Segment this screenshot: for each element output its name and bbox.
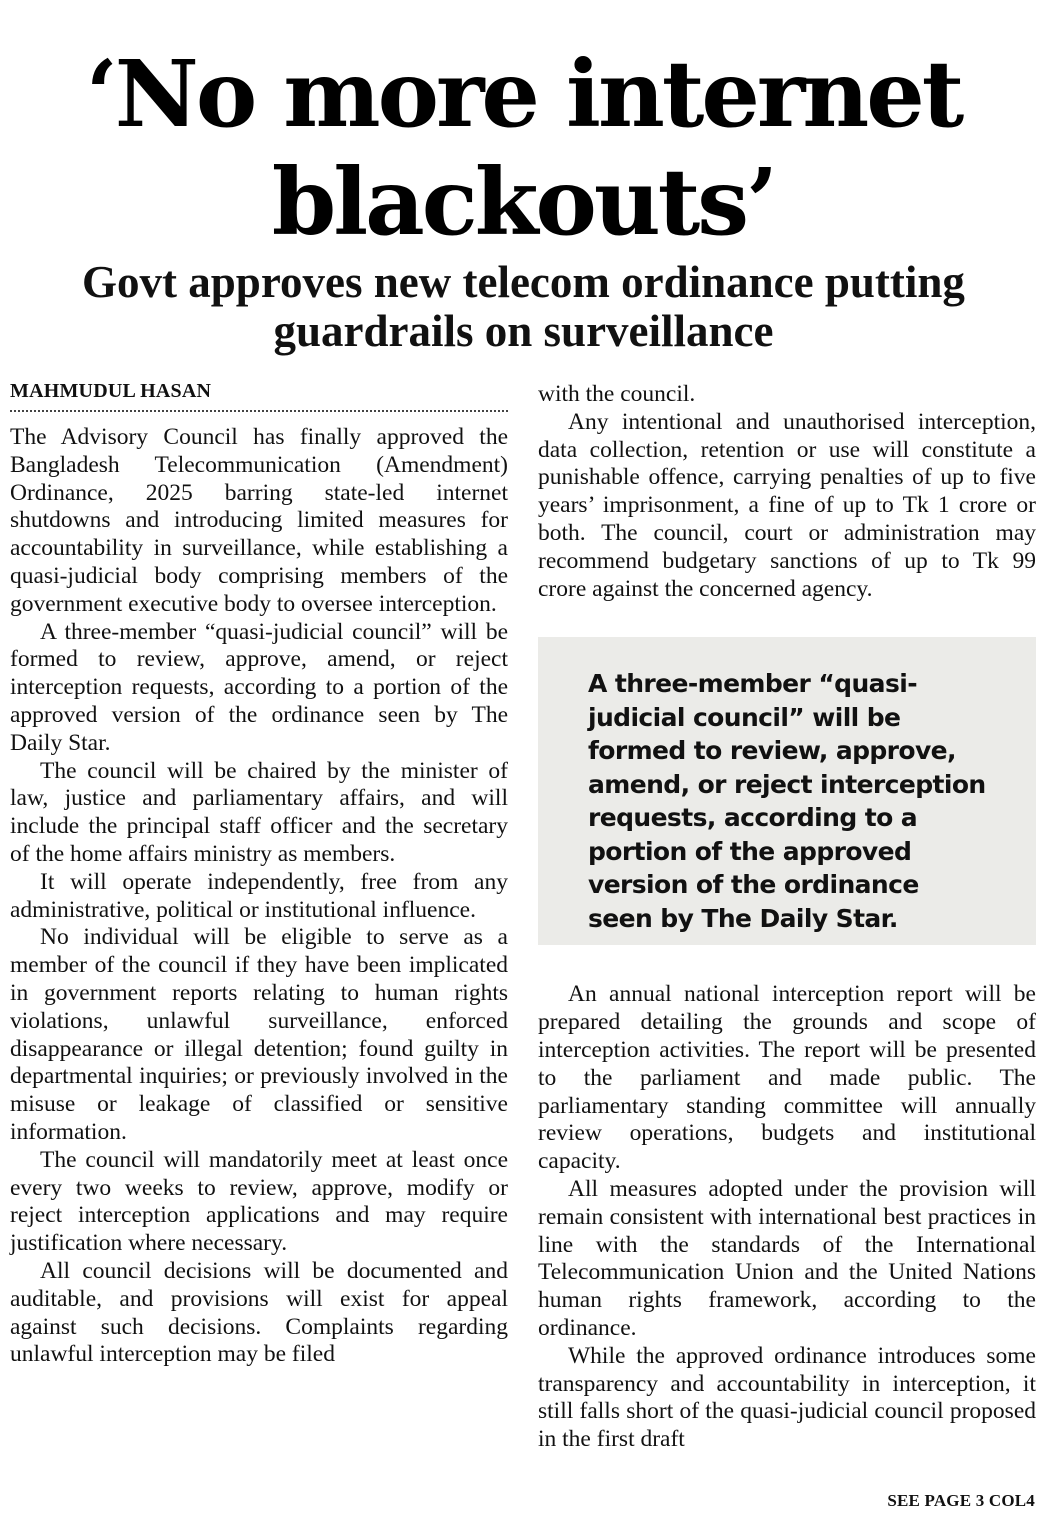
paragraph: Any intentional and unauthorised interception, data collection, retention or use will constitute a punishable offence, carrying penalties of up to five years’ imprisonment, a fine of up to Tk 1 crore or both. The council, court or administration may recommend budgetary sanctions of up to Tk 99 crore against the concerned agency. [538,408,1036,602]
paragraph: An annual national interception report will be prepared detailing the grounds and scope of interception activities. The report will be presented to the parliament and made public. The parliamentary standing committee will annually review operations, budgets and institutional capacity. [538,981,1036,1175]
paragraph: The council will mandatorily meet at least once every two weeks to review, approve, modify or reject interception applications and may require justification where necessary. [10,1146,508,1257]
paragraph: All measures adopted under the provision will remain consistent with international best practices in line with the standards of the International Telecommunication Union and the United Nations human rights framework, according to the ordinance. [538,1175,1036,1341]
paragraph: with the council. [538,381,696,407]
headline [0,40,1047,256]
pull-quote: A three-member “quasi-judicial council” will be formed to review, approve, amend, or reject interception requests, according to a portion of the approved version of the ordinance seen by The Daily Star. [538,637,1036,945]
paragraph: It will operate independently, free from any administrative, political or institutional influence. [10,868,508,923]
subheadline [0,258,1047,356]
paragraph: The Advisory Council has finally approved the Bangladesh Telecommunication (Amendment) Ordinance, 2025 barring state-led internet shutdowns and introducing limited measures for accountability in surveillance, while establishing a quasi-judicial body comprising members of the government executive body to oversee interception. [10,424,508,617]
right-column [538,381,1036,1454]
headline-line-1: ‘No more internet [85,40,962,148]
left-column [10,378,508,1369]
continued-on-page-line: SEE PAGE 3 COL4 [887,1491,1035,1510]
paragraph: No individual will be eligible to serve as a member of the council if they have been implicated in government reports relating to human rights violations, unlawful surveillance, enforced disappearance or illegal detention; found guilty in departmental inquiries; or previously involved in the misuse or leakage of classified or sensitive information. [10,924,508,1145]
paragraph: All council decisions will be documented and auditable, and provisions will exist for appeal against such decisions. Complaints regarding unlawful interception may be filed [10,1257,508,1368]
subheadline-line-1: Govt approves new telecom ordinance putting [82,257,965,307]
paragraph: The council will be chaired by the minister of law, justice and parliamentary affairs, and will include the principal staff officer and the secretary of the home affairs ministry as members. [10,757,508,867]
paragraph: A three-member “quasi-judicial council” will be formed to review, approve, amend, or reject interception requests, according to a portion of the approved version of the ordinance seen by The Daily Star. [10,618,508,756]
paragraph: While the approved ordinance introduces some transparency and accountability in interception, it still falls short of the quasi-judicial council proposed in the first draft [538,1342,1036,1453]
headline-line-2: blackouts’ [271,148,776,256]
subheadline-line-2: guardrails on surveillance [273,306,774,356]
byline: MAHMUDUL HASAN [10,378,508,412]
